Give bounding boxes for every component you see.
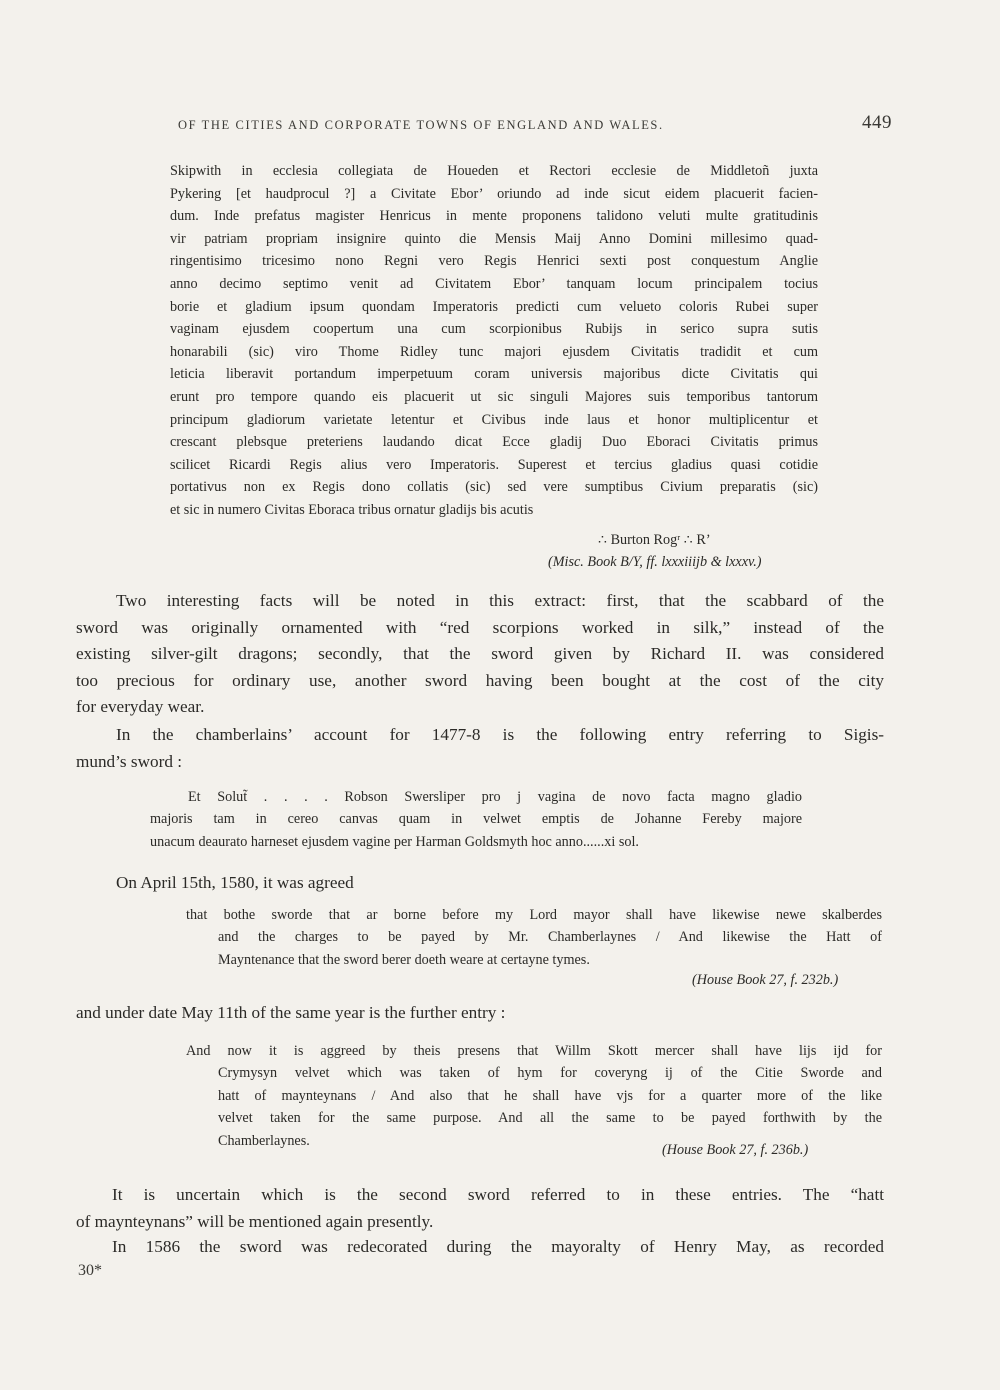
latin-line: crescant plebsque preteriens laudando dicat Ecce gladij Duo Eboraci Civitatis primus <box>170 434 818 451</box>
paragraph-chamberlains <box>76 722 884 775</box>
citation-house-book-236b: (House Book 27, f. 236b.) <box>662 1142 809 1158</box>
paragraph-two-facts <box>76 588 884 721</box>
latin-line: vaginam ejusdem coopertum una cum scorpionibus Rubijs in serico supra sutis <box>170 321 818 338</box>
para-line: too precious for ordinary use, another sword having been bought at the cost of the city <box>76 670 884 690</box>
latin-line: portativus non ex Regis dono collatis (sic) sed vere sumptibus Civium preparatis (sic) <box>170 479 818 496</box>
quote-line: Et Solut̃ . . . . Robson Swersliper pro j vagina de novo facta magno gladio <box>188 789 802 805</box>
quote-line: majoris tam in cereo canvas quam in velwet emptis de Johanne Fereby majore <box>150 811 802 828</box>
para-line: In 1586 the sword was redecorated during the mayoralty of Henry May, as recorded <box>112 1237 884 1256</box>
running-header <box>178 112 898 133</box>
para-line: On April 15th, 1580, it was agreed <box>116 873 354 892</box>
latin-line: ringentisimo tricesimo nono Regni vero Regis Henrici sexti post conquestum Anglie <box>170 253 818 270</box>
citation-house-book-232b: (House Book 27, f. 232b.) <box>692 972 839 988</box>
quote-house-book-236b <box>186 1040 882 1152</box>
latin-line: anno decimo septimo venit ad Civitatem Ebor’ tanquam locum principalem tocius <box>170 275 818 292</box>
paragraph-second-sword <box>76 1182 884 1235</box>
latin-line: Skipwith in ecclesia collegiata de Houeden et Rectori ecclesie de Middletoñ juxta <box>170 163 818 179</box>
para-line: sword was originally ornamented with “red scorpions worked in silk,” instead of the <box>76 617 884 637</box>
signature-mark: 30* <box>78 1262 102 1279</box>
page-number: 449 <box>862 112 892 133</box>
quote-line: Chamberlaynes. <box>218 1132 310 1149</box>
latin-extract <box>170 160 818 522</box>
running-title: OF THE CITIES AND CORPORATE TOWNS OF ENGLAND AND WALES. <box>178 118 664 132</box>
latin-line: honarabili (sic) viro Thome Ridley tunc majori ejusdem Civitatis tradidit et cum <box>170 343 818 360</box>
quote-line: Mayntenance that the sword berer doeth weare at certayne tymes. <box>218 951 590 968</box>
para-line: It is uncertain which is the second sword referred to in these entries. The “hatt <box>112 1185 884 1204</box>
quote-line: hatt of maynteynans / And also that he shall have vjs for a quarter more of the like <box>218 1087 882 1104</box>
latin-line: vir patriam propriam insignire quinto die Mensis Maij Anno Domini millesimo quad- <box>170 230 818 247</box>
latin-line: erunt pro tempore quando eis placuerit ut sic singuli Majores suis temporibus tantorum <box>170 388 818 405</box>
latin-line: Pykering [et haudprocul ?] a Civitate Ebor’ oriundo ad inde sicut eidem placuerit facien- <box>170 185 818 202</box>
latin-line: principum gladiorum varietate letentur et Civibus inde laus et honor multiplicentur et <box>170 411 818 428</box>
para-line: for everyday wear. <box>76 697 205 716</box>
quote-line: and the charges to be payed by Mr. Chamberlaynes / And likewise the Hatt of <box>218 929 882 946</box>
para-line: In the chamberlains’ account for 1477-8 is the following entry referring to Sigis- <box>116 725 884 744</box>
quote-line: And now it is aggreed by theis presens that Willm Skott mercer shall have lijs ijd for <box>186 1043 882 1059</box>
latin-line: et sic in numero Civitas Eboraca tribus ornatur gladijs bis acutis <box>170 501 534 518</box>
paragraph-april-1580 <box>116 870 516 897</box>
latin-line: scilicet Ricardi Regis alius vero Imperatoris. Superest et tercius gladius quasi cotidie <box>170 456 818 473</box>
para-line: mund’s sword : <box>76 751 182 771</box>
quote-house-book-232b <box>186 904 882 971</box>
quote-line: that bothe sworde that ar borne before my Lord mayor shall have likewise newe skalberdes <box>186 907 882 923</box>
paragraph-may-11th <box>76 1000 776 1027</box>
paragraph-1586 <box>76 1234 884 1261</box>
quote-line: unacum deaurato harneset ejusdem vagine per Harman Goldsmyth hoc anno......xi sol. <box>150 833 639 850</box>
extract-signature: ∴ Burton Rogʳ ∴ R’ <box>598 532 711 548</box>
quote-chamberlains-account <box>150 786 802 853</box>
latin-line: borie et gladium ipsum quondam Imperatoris predicti cum velueto coloris Rubei super <box>170 298 818 315</box>
para-line: Two interesting facts will be noted in this extract: first, that the scabbard of the <box>116 591 884 610</box>
latin-line: leticia liberavit portandum imperpetuum coram universis majoribus dicte Civitatis qui <box>170 366 818 383</box>
para-line: and under date May 11th of the same year is the further entry : <box>76 1003 506 1022</box>
extract-citation: (Misc. Book B/Y, ff. lxxxiiijb & lxxxv.) <box>548 554 762 570</box>
para-line: existing silver-gilt dragons; secondly, that the sword given by Richard II. was considered <box>76 644 884 663</box>
para-line: of maynteynans” will be mentioned again presently. <box>76 1211 434 1231</box>
quote-line: velvet taken for the same purpose. And all the same to be payed forthwith by the <box>218 1110 882 1127</box>
quote-line: Crymysyn velvet which was taken of hym for coveryng ij of the Citie Sworde and <box>218 1065 882 1082</box>
latin-line: dum. Inde prefatus magister Henricus in mente proponens talidono veluti multe gratitudinis <box>170 208 818 225</box>
